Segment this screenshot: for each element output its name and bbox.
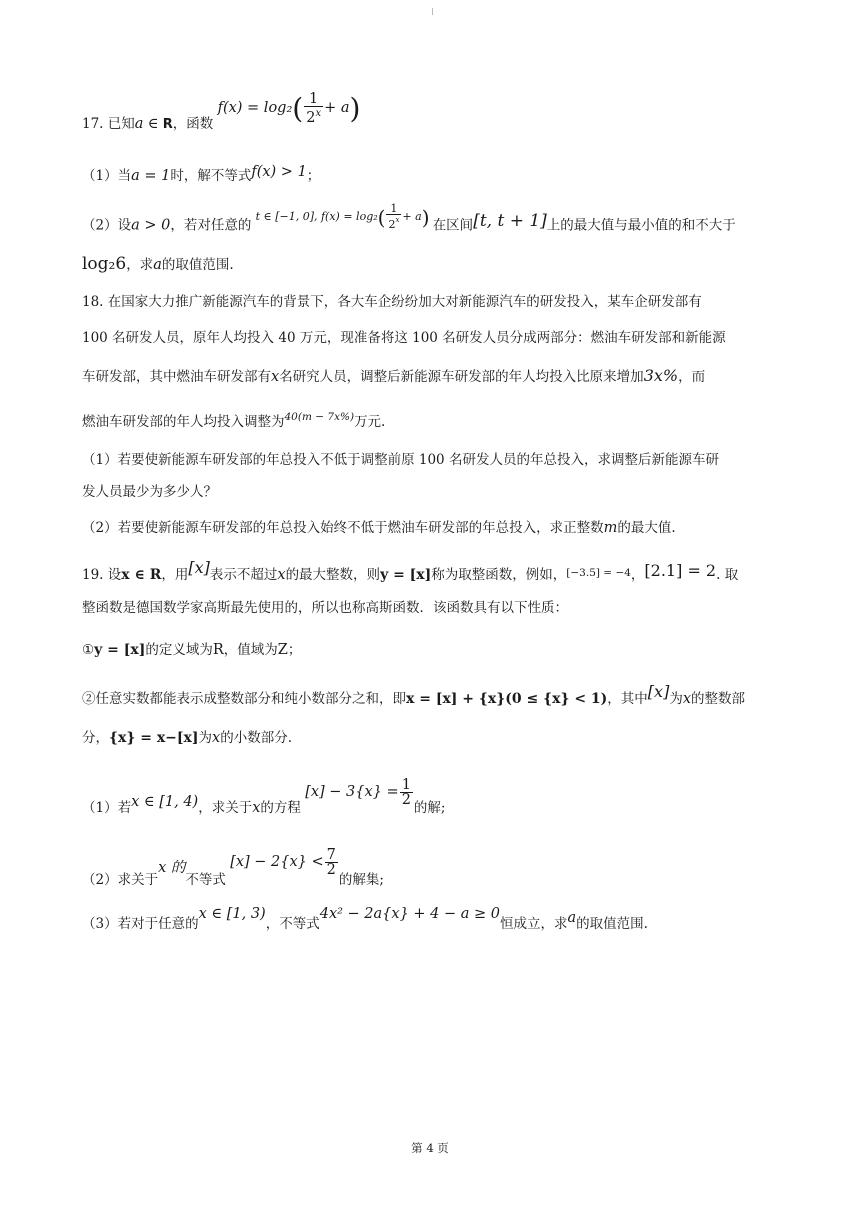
q17-func-text: ，函数 bbox=[172, 116, 214, 132]
page-top-mark bbox=[432, 8, 433, 15]
q17-p2-frac bbox=[386, 204, 401, 230]
q19-property2-line1 bbox=[82, 682, 780, 709]
q19-p3-cond: x ∈ [1, 3) bbox=[198, 906, 266, 922]
q19-p1-frac bbox=[400, 778, 413, 807]
q19-property1 bbox=[82, 640, 780, 660]
q19-prop3-text-a: 分， bbox=[82, 730, 109, 746]
q19-yfx: y = [x] bbox=[380, 567, 432, 583]
q18-text-3a: 车研发部，其中燃油车研发部有 bbox=[82, 369, 271, 385]
q17-p1-end: ； bbox=[306, 168, 321, 184]
q19-p2-x: x 的 bbox=[158, 860, 186, 876]
q19-line2 bbox=[82, 598, 780, 618]
q17-p1-label: （1）当 bbox=[82, 168, 132, 184]
q19-x: x bbox=[277, 567, 286, 583]
q17-log6: log₂6 bbox=[82, 254, 127, 274]
plus-a-small: + a bbox=[402, 209, 422, 223]
q19-ex1: [−3.5] = −4 bbox=[566, 567, 631, 579]
q19-line1 bbox=[82, 558, 780, 586]
q19-p1-text: ，求关于 bbox=[198, 800, 253, 816]
q17-p2-interval-text: 在区间 bbox=[432, 217, 474, 234]
q19-prop1-y: y = [x] bbox=[94, 642, 146, 658]
q17-stem bbox=[82, 91, 780, 142]
q19-p3-text: ，不等式 bbox=[265, 916, 320, 932]
q18-text-3c: ，而 bbox=[678, 369, 706, 385]
q19-part1 bbox=[82, 774, 780, 818]
q18-text-4a: 燃油车研发部的年人均投入调整为 bbox=[82, 414, 285, 430]
q19-p2-text: 不等式 bbox=[185, 872, 226, 888]
q18-p1-text-2: 发人员最少为多少人？ bbox=[82, 484, 217, 500]
q18-expr: 40(m − 7x%) bbox=[284, 411, 355, 423]
paren-left-small: ( bbox=[377, 205, 386, 229]
q19-prop2-text-a: ②任意实数都能表示成整数部分和纯小数部分之和，即 bbox=[82, 691, 406, 707]
q18-part2 bbox=[82, 518, 780, 538]
q17-part2-line1 bbox=[82, 202, 780, 244]
q17-p1-cond: a = 1 bbox=[131, 168, 171, 184]
q18-pct: 3x% bbox=[643, 366, 679, 385]
q19-p1-label: （1）若 bbox=[82, 800, 132, 816]
q17-p2-tail: 上的最大值与最小值的和不大于 bbox=[546, 217, 736, 234]
q19-prop3-eq: {x} = x−[x] bbox=[109, 730, 199, 746]
q19-text-2: 整函数是德国数学家高斯最先使用的，所以也称高斯函数．该函数具有以下性质： bbox=[82, 600, 568, 616]
q18-part1-line1 bbox=[82, 450, 780, 470]
frac-den-small: 2 bbox=[388, 218, 396, 231]
q19-p2-den: 2 bbox=[326, 862, 336, 878]
q19-prop1-marker: ① bbox=[82, 642, 95, 658]
q19-prop2-text-b: ，其中 bbox=[607, 691, 648, 707]
q18-part1-line2 bbox=[82, 482, 780, 502]
q19-prop2-x: x bbox=[682, 691, 691, 707]
q17-p2-label: （2）设 bbox=[82, 217, 132, 234]
q19-ex2: [2.1] = 2 bbox=[644, 561, 717, 580]
q17-p2-a: a bbox=[153, 257, 162, 273]
q19-p2-num: 7 bbox=[326, 847, 336, 863]
q18-text-4b: 万元. bbox=[354, 414, 386, 430]
q18-line4 bbox=[82, 412, 780, 433]
q17-p2-end2: 的取值范围. bbox=[161, 257, 234, 273]
q19-prop2-bx: [x] bbox=[647, 682, 670, 701]
q19-property2-line2 bbox=[82, 728, 780, 748]
q19-p3-a: a bbox=[567, 910, 577, 926]
q19-prop1-Z: Z bbox=[277, 642, 288, 658]
q18-text-2: 100 名研发人员，原年人均投入 40 万元，现准备将这 100 名研发人员分成两部分：燃油车研发部和新能源 bbox=[82, 330, 726, 346]
q17-intro: 已知 bbox=[107, 116, 135, 132]
q19-prop2-text-d: 的整数部 bbox=[691, 691, 745, 707]
q17-p2-interval: [t, t + 1] bbox=[473, 210, 547, 231]
paren-right: ) bbox=[349, 91, 361, 125]
q19-p1-equation bbox=[305, 777, 414, 808]
q19-bx: [x] bbox=[188, 558, 210, 577]
q19-sep: ， bbox=[630, 567, 645, 583]
page-footer: 第 4 页 bbox=[411, 1141, 449, 1155]
q19-p3-ineq: 4x² − 2a{x} + 4 − a ≥ 0 bbox=[319, 906, 500, 922]
q19-desc4: . 取 bbox=[716, 567, 739, 583]
q19-p2-end: 的解集; bbox=[338, 872, 384, 888]
in-symbol: ∈ bbox=[147, 116, 159, 132]
q18-line2 bbox=[82, 328, 780, 348]
q17-fx: f(x) = log₂ bbox=[217, 100, 293, 116]
q17-p2-text: ，若对任意的 bbox=[170, 217, 252, 234]
q17-function-def bbox=[217, 91, 361, 126]
q19-prop1-text-b: 的定义域为 bbox=[145, 642, 213, 658]
q17-p1-ineq: f(x) > 1 bbox=[251, 164, 307, 180]
q19-desc1: 表示不超过 bbox=[209, 567, 278, 583]
q19-p1-eq: [x] − 3{x} = bbox=[305, 784, 399, 800]
q17-p2-end: ，求 bbox=[126, 257, 154, 273]
frac-den-exp-small: x bbox=[395, 216, 400, 224]
q19-prop1-R: R bbox=[212, 642, 224, 658]
q19-prop1-text-c: ，值域为 bbox=[223, 642, 278, 658]
q19-p2-label: （2）求关于 bbox=[82, 872, 159, 888]
q19-p1-num: 1 bbox=[401, 777, 411, 793]
q17-p1-text: 时，解不等式 bbox=[170, 168, 252, 184]
q19-desc3: 称为取整函数，例如， bbox=[431, 567, 567, 583]
q19-use: ，用 bbox=[161, 567, 189, 583]
q19-prop3-text-c: 的小数部分. bbox=[220, 730, 292, 746]
q19-p1-x: x bbox=[252, 800, 261, 816]
q19-p2-frac bbox=[325, 848, 338, 877]
q19-prop2-text-c: 为 bbox=[669, 691, 683, 707]
q19-p1-text2: 的方程 bbox=[260, 800, 301, 816]
q18-line1 bbox=[82, 292, 780, 312]
plus-a: + a bbox=[324, 100, 350, 116]
frac-den: 2 bbox=[306, 110, 316, 126]
q18-text-1: 18. 在国家大力推广新能源汽车的背景下，各大车企纷纷加大对新能源汽车的研发投入，某车企研发部有 bbox=[82, 294, 702, 310]
frac-num: 1 bbox=[304, 92, 323, 107]
q19-number: 19. 设 bbox=[82, 567, 122, 583]
q18-line3 bbox=[82, 366, 780, 387]
paren-left: ( bbox=[292, 91, 304, 125]
q18-p2-text-a: （2）若要使新能源车研发部的年总投入始终不低于燃油车研发部的年总投入，求正整数 bbox=[82, 520, 604, 536]
q17-number: 17. bbox=[82, 116, 104, 132]
frac-den-exp: x bbox=[315, 108, 322, 119]
q17-p2-t: t ∈ [−1, 0], f(x) = log₂ bbox=[255, 209, 378, 223]
q17-p2-condition-expr bbox=[255, 202, 433, 231]
frac-num-small: 1 bbox=[386, 204, 401, 215]
q18-text-3b: 名研究人员，调整后新能源车研发部的年人均投入比原来增加 bbox=[279, 369, 644, 385]
q17-p2-cond: a > 0 bbox=[131, 217, 171, 234]
q19-part2 bbox=[82, 840, 780, 888]
q18-m: m bbox=[603, 520, 618, 536]
q17-part1 bbox=[82, 166, 780, 186]
q18-p2-text-b: 的最大值. bbox=[617, 520, 676, 536]
q19-prop1-end: ； bbox=[287, 642, 302, 658]
q19-xR: x ∈ R bbox=[121, 567, 162, 583]
q19-prop3-x: x bbox=[212, 730, 221, 746]
q19-desc2: 的最大整数，则 bbox=[285, 567, 381, 583]
q19-prop2-eq: x = [x] + {x}(0 ≤ {x} < 1) bbox=[406, 691, 608, 707]
q19-p3-end: 的取值范围. bbox=[576, 916, 648, 932]
real-set: R bbox=[162, 117, 173, 132]
q19-p1-den: 2 bbox=[401, 792, 411, 808]
q19-p2-eq: [x] − 2{x} < bbox=[230, 854, 324, 870]
q18-x: x bbox=[271, 369, 280, 385]
q19-part3 bbox=[82, 906, 780, 932]
q19-p1-cond: x ∈ [1, 4) bbox=[131, 794, 199, 810]
paren-right-small: ) bbox=[421, 205, 430, 229]
q19-p2-inequality bbox=[230, 847, 339, 878]
q17-part2-line2 bbox=[82, 254, 780, 275]
q19-prop3-text-b: 为 bbox=[198, 730, 213, 746]
q18-p1-text-1: （1）若要使新能源车研发部的年总投入不低于调整前原 100 名研发人员的年总投入，求调整后新能源车研 bbox=[82, 452, 719, 468]
q19-p3-label: （3）若对于任意的 bbox=[82, 916, 199, 932]
q17-fraction bbox=[304, 92, 323, 125]
var-a: a bbox=[134, 116, 144, 132]
q19-p3-text2: 恒成立，求 bbox=[500, 916, 568, 932]
q19-p1-end: 的解; bbox=[413, 800, 446, 816]
